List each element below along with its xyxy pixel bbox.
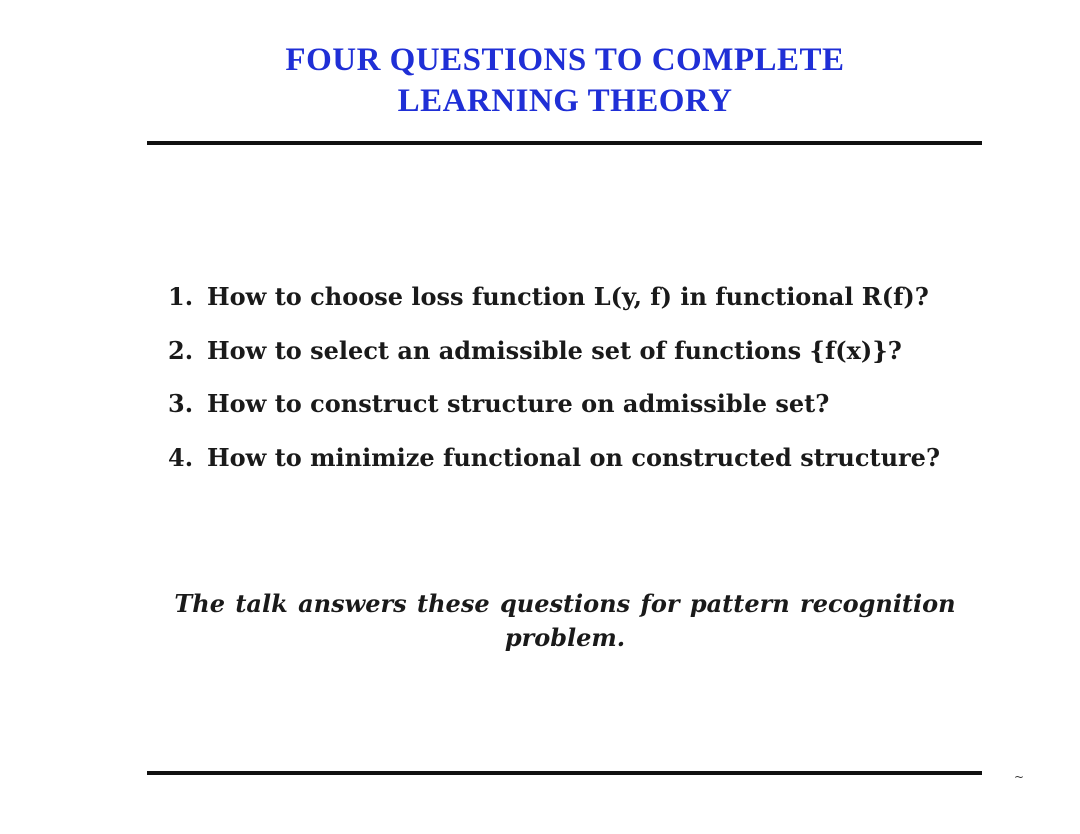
questions-list <box>168 280 940 494</box>
bottom-divider <box>147 771 982 775</box>
question-item <box>168 280 940 334</box>
question-text: How to minimize functional on constructed structure? <box>207 442 941 472</box>
question-number: 4. <box>168 442 194 472</box>
question-item <box>168 387 940 441</box>
question-text: How to select an admissible set of functions {f(x)}? <box>207 335 902 365</box>
slide-title-line-1: FOUR QUESTIONS TO COMPLETE <box>285 42 845 78</box>
question-item <box>168 441 940 495</box>
closing-note <box>160 587 970 655</box>
top-divider <box>147 141 982 145</box>
slide-title <box>0 40 1080 122</box>
closing-note-line-2: problem. <box>504 623 626 652</box>
slide-title-line-2: LEARNING THEORY <box>397 83 733 119</box>
question-number: 1. <box>168 282 194 311</box>
question-number: 3. <box>168 389 194 418</box>
closing-note-line-1: The talk answers these questions for pattern recognition <box>174 589 956 618</box>
question-text: How to construct structure on admissible set? <box>207 389 830 418</box>
question-text: How to choose loss function L(y, f) in functional R(f)? <box>207 282 929 311</box>
question-item <box>168 334 940 388</box>
page-number: ~ <box>1014 770 1025 784</box>
question-number: 2. <box>168 335 194 365</box>
